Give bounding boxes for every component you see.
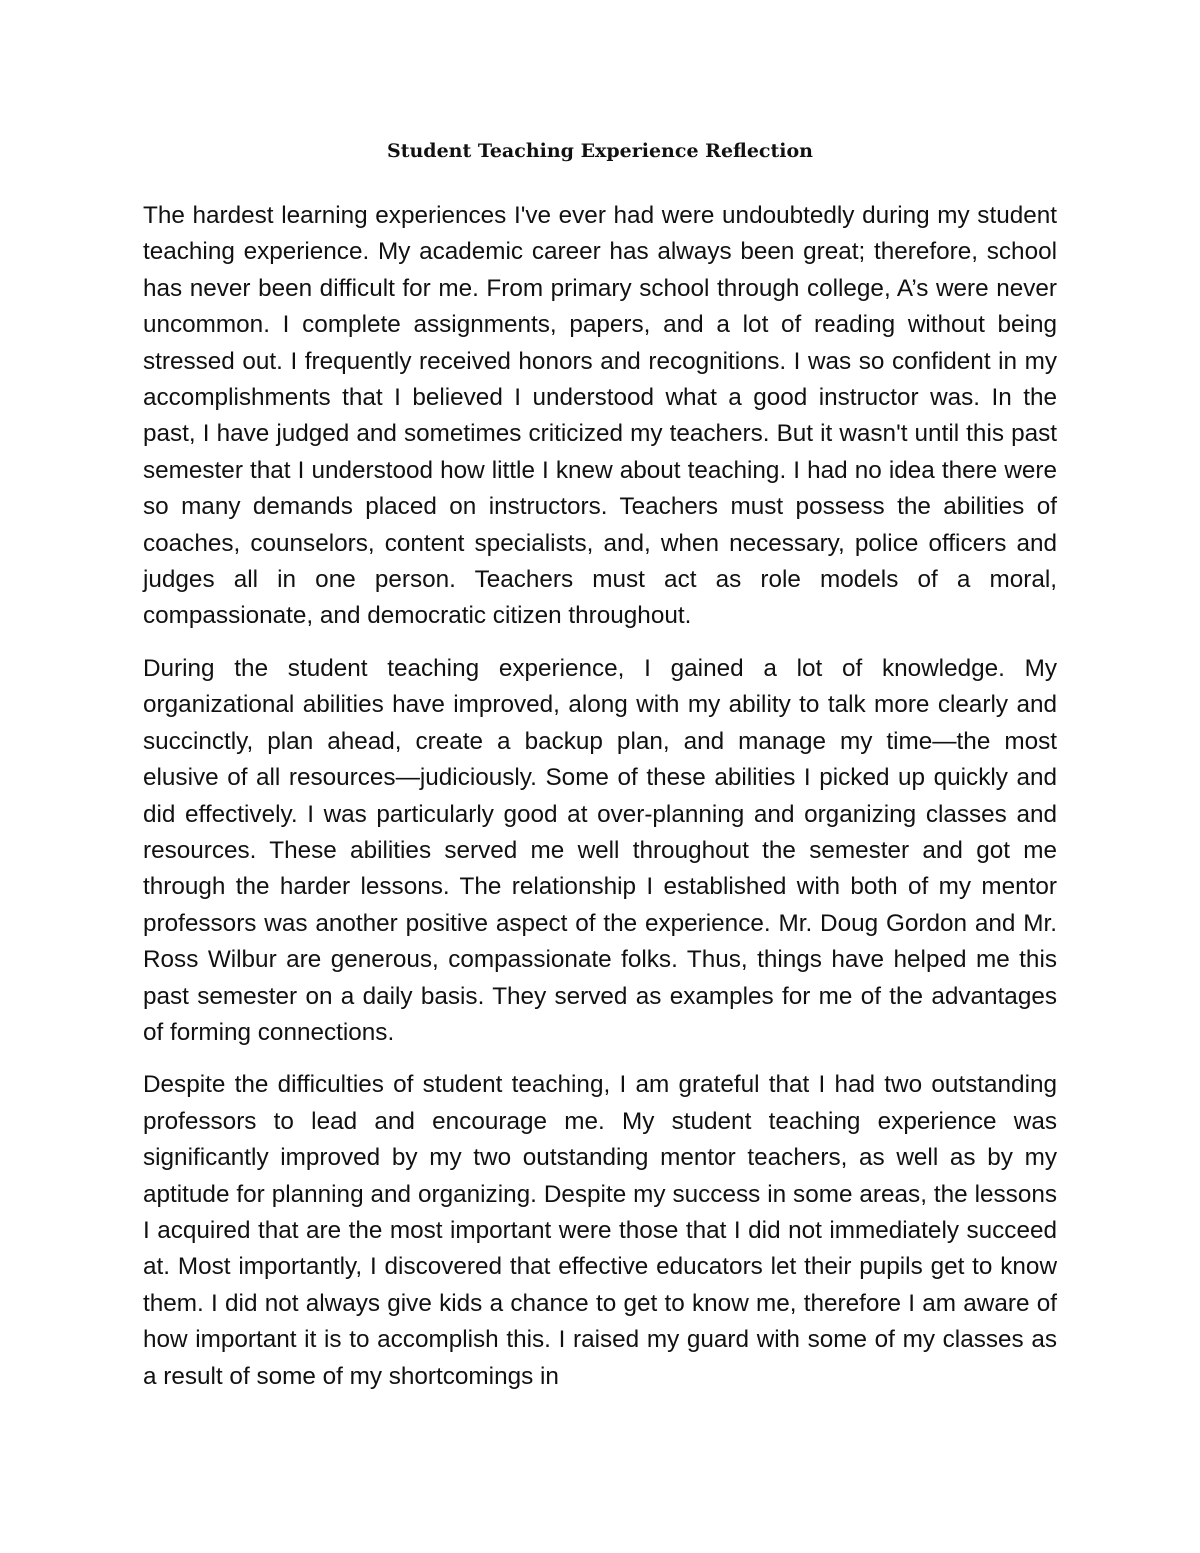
paragraph-1: The hardest learning experiences I've ever had were undoubtedly during my student teaching experience. My academic career has always been great; therefore, school has never been difficult for me. From primary school through college, A’s were never uncommon. I complete assignments, papers, and a lot of reading without being stressed out. I frequently received honors and recognitions. I was so confident in my accomplishments that I believed I understood what a good instructor was. In the past, I have judged and sometimes criticized my teachers. But it wasn't until this past semester that I understood how little I knew about teaching. I had no idea there were so many demands placed on instructors. Teachers must possess the abilities of coaches, counselors, content specialists, and, when necessary, police officers and judges all in one person. Teachers must act as role models of a moral, compassionate, and democratic citizen throughout. [143, 202, 1057, 630]
document-body [143, 198, 1057, 1411]
paragraph-3: Despite the difficulties of student teaching, I am grateful that I had two outstanding professors to lead and encourage me. My student teaching experience was significantly improved by my two outstanding mentor teachers, as well as by my aptitude for planning and organizing. Despite my success in some areas, the lessons I acquired that are the most important were those that I did not immediately succeed at. Most importantly, I discovered that effective educators let their pupils get to know them. I did not always give kids a chance to get to know me, therefore I am aware of how important it is to accomplish this. I raised my guard with some of my classes as a result of some of my shortcomings in [143, 1071, 1057, 1390]
paragraph-2: During the student teaching experience, I gained a lot of knowledge. My organizational abilities have improved, along with my ability to talk more clearly and succinctly, plan ahead, create a backup plan, and manage my time—the most elusive of all resources—judiciously. Some of these abilities I picked up quickly and did effectively. I was particularly good at over-planning and organizing classes and resources. These abilities served me well throughout the semester and got me through the harder lessons. The relationship I established with both of my mentor professors was another positive aspect of the experience. Mr. Doug Gordon and Mr. Ross Wilbur are generous, compassionate folks. Thus, things have helped me this past semester on a daily basis. They served as examples for me of the advantages of forming connections. [143, 654, 1057, 1046]
document-title: Student Teaching Experience Reflection [387, 140, 813, 162]
